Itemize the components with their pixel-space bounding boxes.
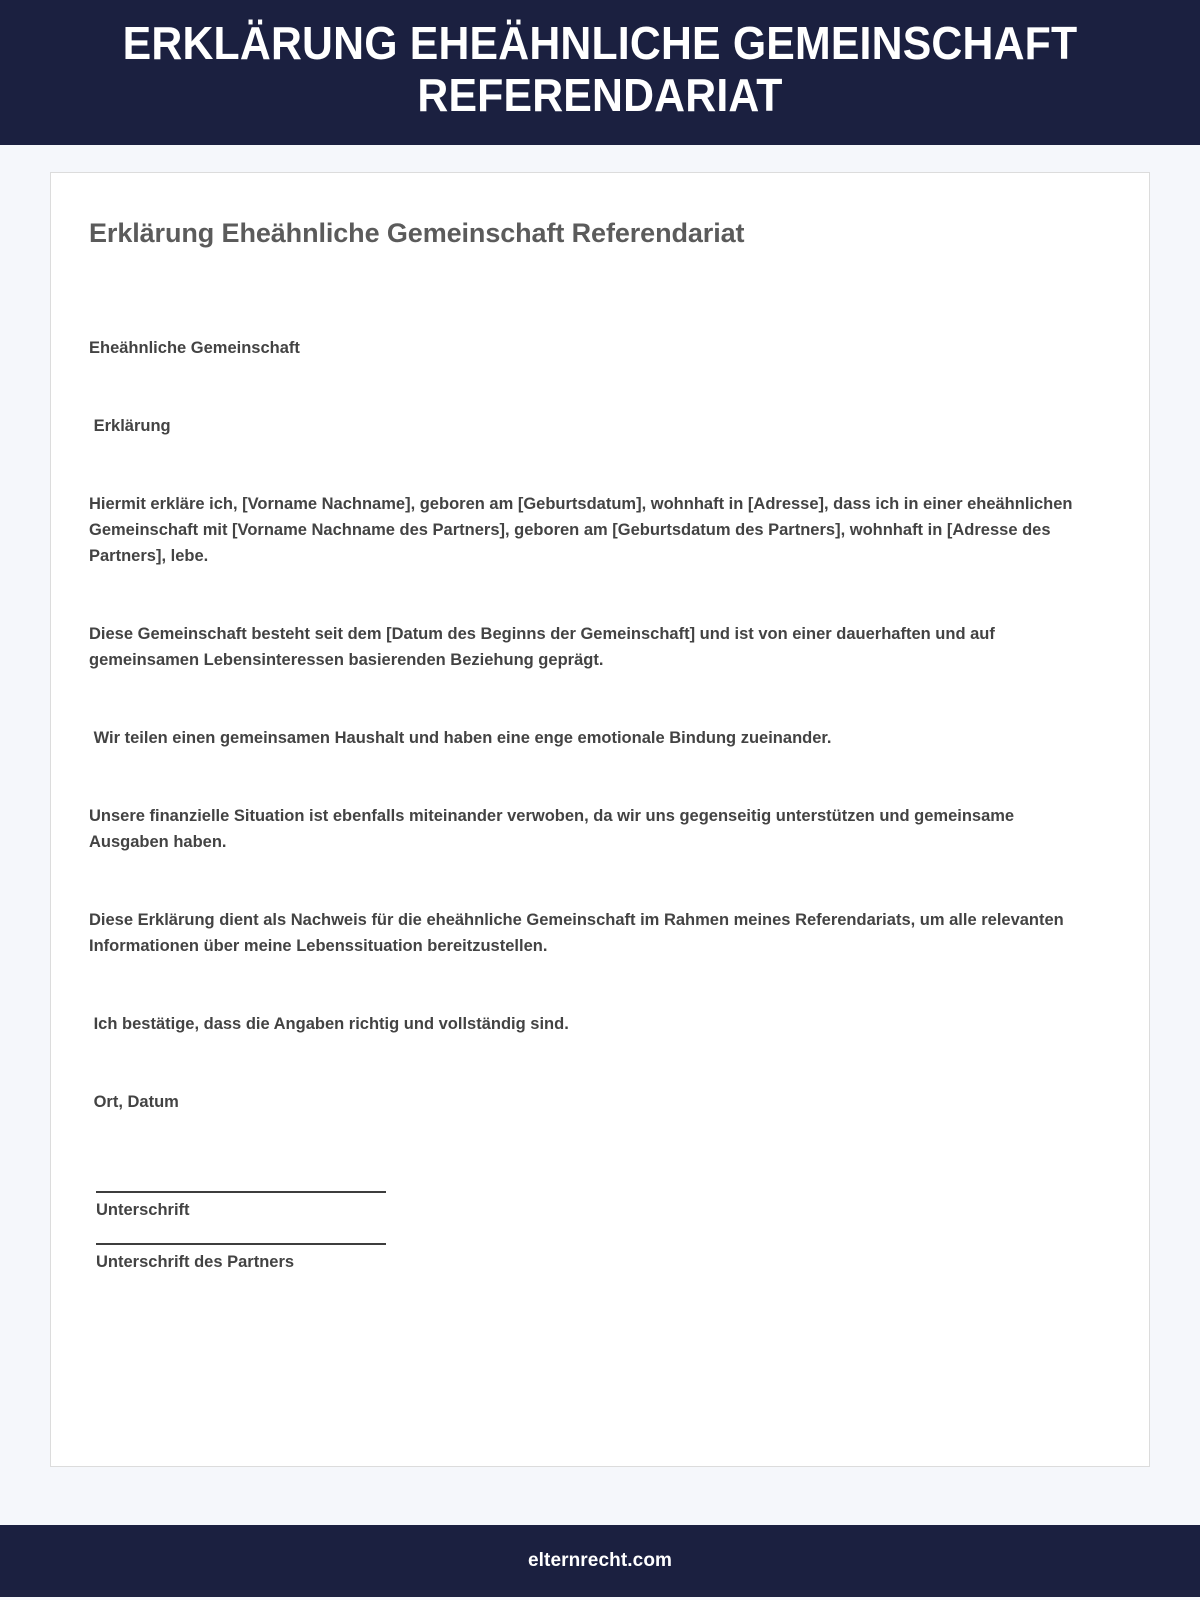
- signature-line: [96, 1191, 386, 1193]
- document-paragraph: Diese Erklärung dient als Nachweis für die eheähnliche Gemeinschaft im Rahmen meines Referendariats, um alle relevanten Informationen über meine Lebenssituation bereitzustellen.: [89, 911, 1069, 956]
- document-paragraph: Erklärung: [89, 417, 171, 436]
- document-card: [50, 172, 1150, 1467]
- page-footer: [0, 1525, 1200, 1597]
- page-title: ERKLÄRUNG EHEÄHNLICHE GEMEINSCHAFT REFERENDARIAT: [122, 17, 1078, 121]
- document-paragraph: Eheähnliche Gemeinschaft: [89, 339, 300, 358]
- document-paragraph: Unsere finanzielle Situation ist ebenfalls miteinander verwoben, da wir uns gegenseitig unterstützen und gemeinsame Ausgaben haben.: [89, 807, 1019, 852]
- document-paragraph: Hiermit erkläre ich, [Vorname Nachname], geboren am [Geburtsdatum], wohnhaft in [Adresse], dass ich in einer eheähnlichen Gemeinschaft mit [Vorname Nachname des Partners], geboren am [Geburtsdatum des Partners], wohnhaft in [Adresse des Partners], lebe.: [89, 495, 1078, 566]
- document-paragraph: Ort, Datum: [89, 1093, 179, 1112]
- signature-block: [89, 1191, 1109, 1273]
- document-title: Erklärung Eheähnliche Gemeinschaft Referendariat: [89, 218, 745, 249]
- document-paragraph: Wir teilen einen gemeinsamen Haushalt und haben eine enge emotionale Bindung zueinander.: [89, 729, 832, 748]
- signature-group-partner: [89, 1243, 1109, 1273]
- document-paragraph: Ich bestätige, dass die Angaben richtig und vollständig sind.: [89, 1015, 569, 1034]
- document-body: [89, 283, 1089, 1167]
- signature-label-partner: Unterschrift des Partners: [96, 1253, 295, 1272]
- footer-brand: elternrecht.com: [527, 1550, 673, 1572]
- signature-group-self: [89, 1191, 1109, 1221]
- signature-label: Unterschrift: [96, 1201, 190, 1220]
- page-header: [0, 0, 1200, 145]
- document-paragraph: Diese Gemeinschaft besteht seit dem [Datum des Beginns der Gemeinschaft] und ist von einer dauerhaften und auf gemeinsamen Lebensinteressen basierenden Beziehung geprägt.: [89, 625, 1000, 670]
- page-main: [0, 145, 1200, 1467]
- signature-line-partner: [96, 1243, 386, 1245]
